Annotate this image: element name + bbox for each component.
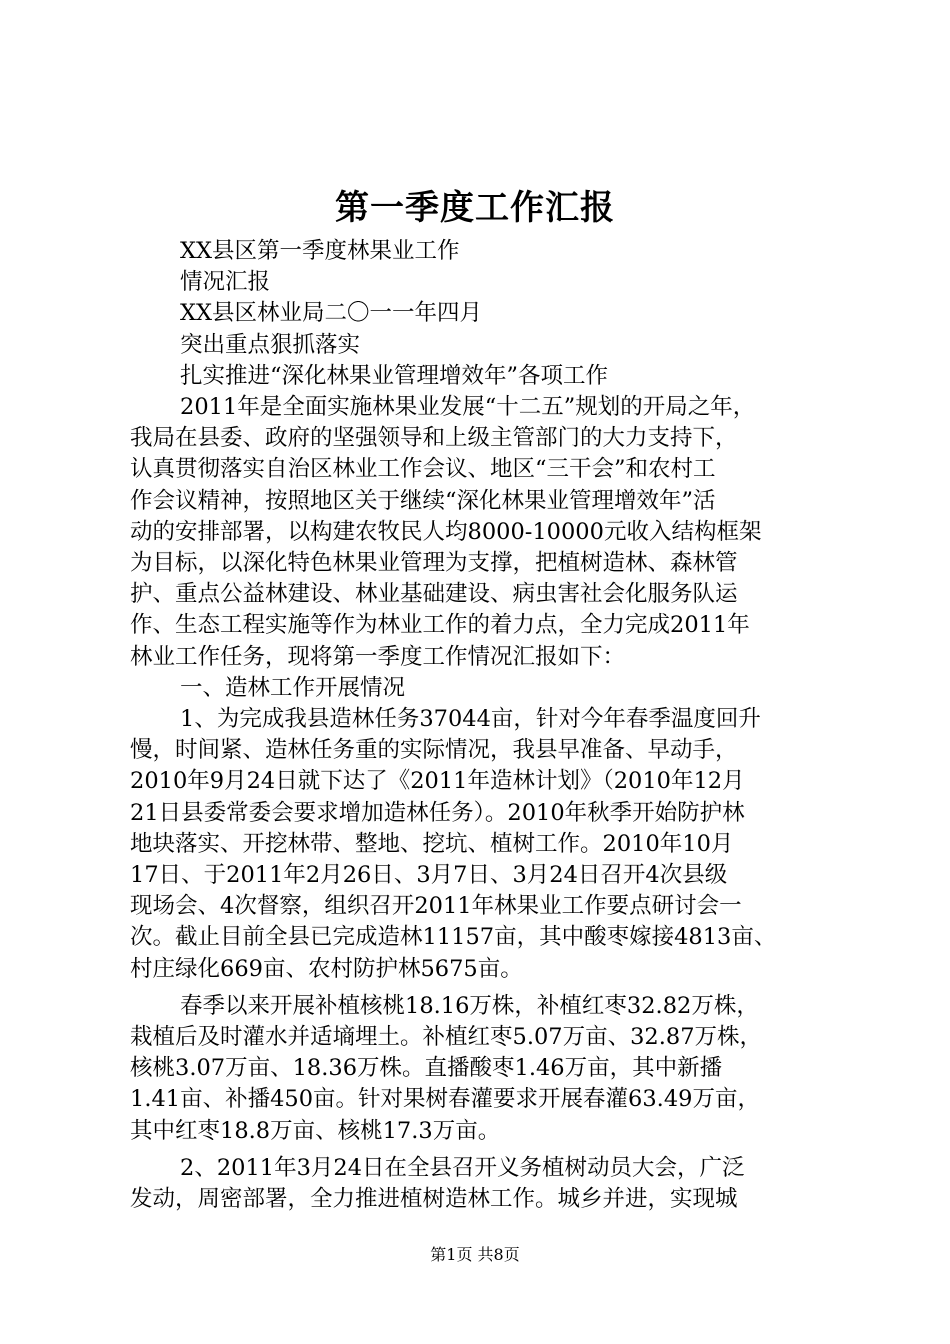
body-line: 扎实推进“深化林果业管理增效年”各项工作 — [180, 362, 609, 389]
page-footer: 第1页 共8页 — [430, 1245, 520, 1264]
body-line: 现场会、4次督察，组织召开2011年林果业工作要点研讨会一 — [130, 893, 742, 920]
body-line: 护、重点公益林建设、林业基础建设、病虫害社会化服务队运 — [130, 581, 738, 608]
body-line: 17日、于2011年2月26日、3月7日、3月24日召开4次县级 — [130, 862, 728, 889]
body-line: 其中红枣18.8万亩、核桃17.3万亩。 — [130, 1117, 501, 1144]
body-line: 2010年9月24日就下达了《2011年造林计划》（2010年12月 — [130, 768, 745, 795]
body-line: 1、为完成我县造林任务37044亩，针对今年春季温度回升 — [180, 706, 761, 733]
body-line: 我局在县委、政府的坚强领导和上级主管部门的大力支持下， — [130, 425, 738, 452]
body-line: 认真贯彻落实自治区林业工作会议、地区“三干会”和农村工 — [130, 456, 716, 483]
body-line: 春季以来开展补植核桃18.16万株，补植红枣32.82万株， — [180, 992, 759, 1019]
body-line: XX县区第一季度林果业工作 — [180, 238, 460, 264]
body-line: 地块落实、开挖林带、整地、挖坑、植树工作。2010年10月 — [130, 830, 734, 857]
body-line: 慢，时间紧、造林任务重的实际情况，我县早准备、早动手， — [130, 737, 738, 764]
body-line: 为目标，以深化特色林果业管理为支撑，把植树造林、森林管 — [130, 550, 738, 577]
body-line: 林业工作任务，现将第一季度工作情况汇报如下： — [130, 643, 626, 670]
body-line: 2011年是全面实施林果业发展“十二五”规划的开局之年， — [180, 394, 756, 421]
body-line: 次。截止目前全县已完成造林11157亩，其中酸枣嫁接4813亩、 — [130, 924, 777, 951]
body-line: XX县区林业局二〇一一年四月 — [180, 300, 483, 327]
body-line: 一、造林工作开展情况 — [180, 674, 406, 701]
body-line: 村庄绿化669亩、农村防护林5675亩。 — [130, 955, 523, 982]
body-line: 作、生态工程实施等作为林业工作的着力点，全力完成2011年 — [130, 612, 750, 639]
body-line: 突出重点狠抓落实 — [180, 331, 361, 358]
body-line: 发动，周密部署，全力推进植树造林工作。城乡并进，实现城 — [130, 1186, 738, 1213]
body-line: 栽植后及时灌水并适墒埋土。补植红枣5.07万亩、32.87万株， — [130, 1024, 763, 1051]
body-line: 核桃3.07万亩、18.36万株。直播酸枣1.46万亩，其中新播 — [130, 1055, 723, 1082]
body-line: 动的安排部署，以构建农牧民人均8000-10000元收入结构框架 — [130, 518, 762, 545]
body-line: 情况汇报 — [180, 269, 271, 296]
document-body — [130, 236, 835, 1215]
document-title: 第一季度工作汇报 — [335, 188, 615, 228]
body-line: 21日县委常委会要求增加造林任务）。2010年秋季开始防护林 — [130, 799, 745, 826]
body-line: 1.41亩、补播450亩。针对果树春灌要求开展春灌63.49万亩， — [130, 1086, 760, 1113]
body-line: 2、2011年3月24日在全县召开义务植树动员大会，广泛 — [180, 1154, 745, 1181]
body-line: 作会议精神，按照地区关于继续“深化林果业管理增效年”活 — [130, 487, 716, 514]
